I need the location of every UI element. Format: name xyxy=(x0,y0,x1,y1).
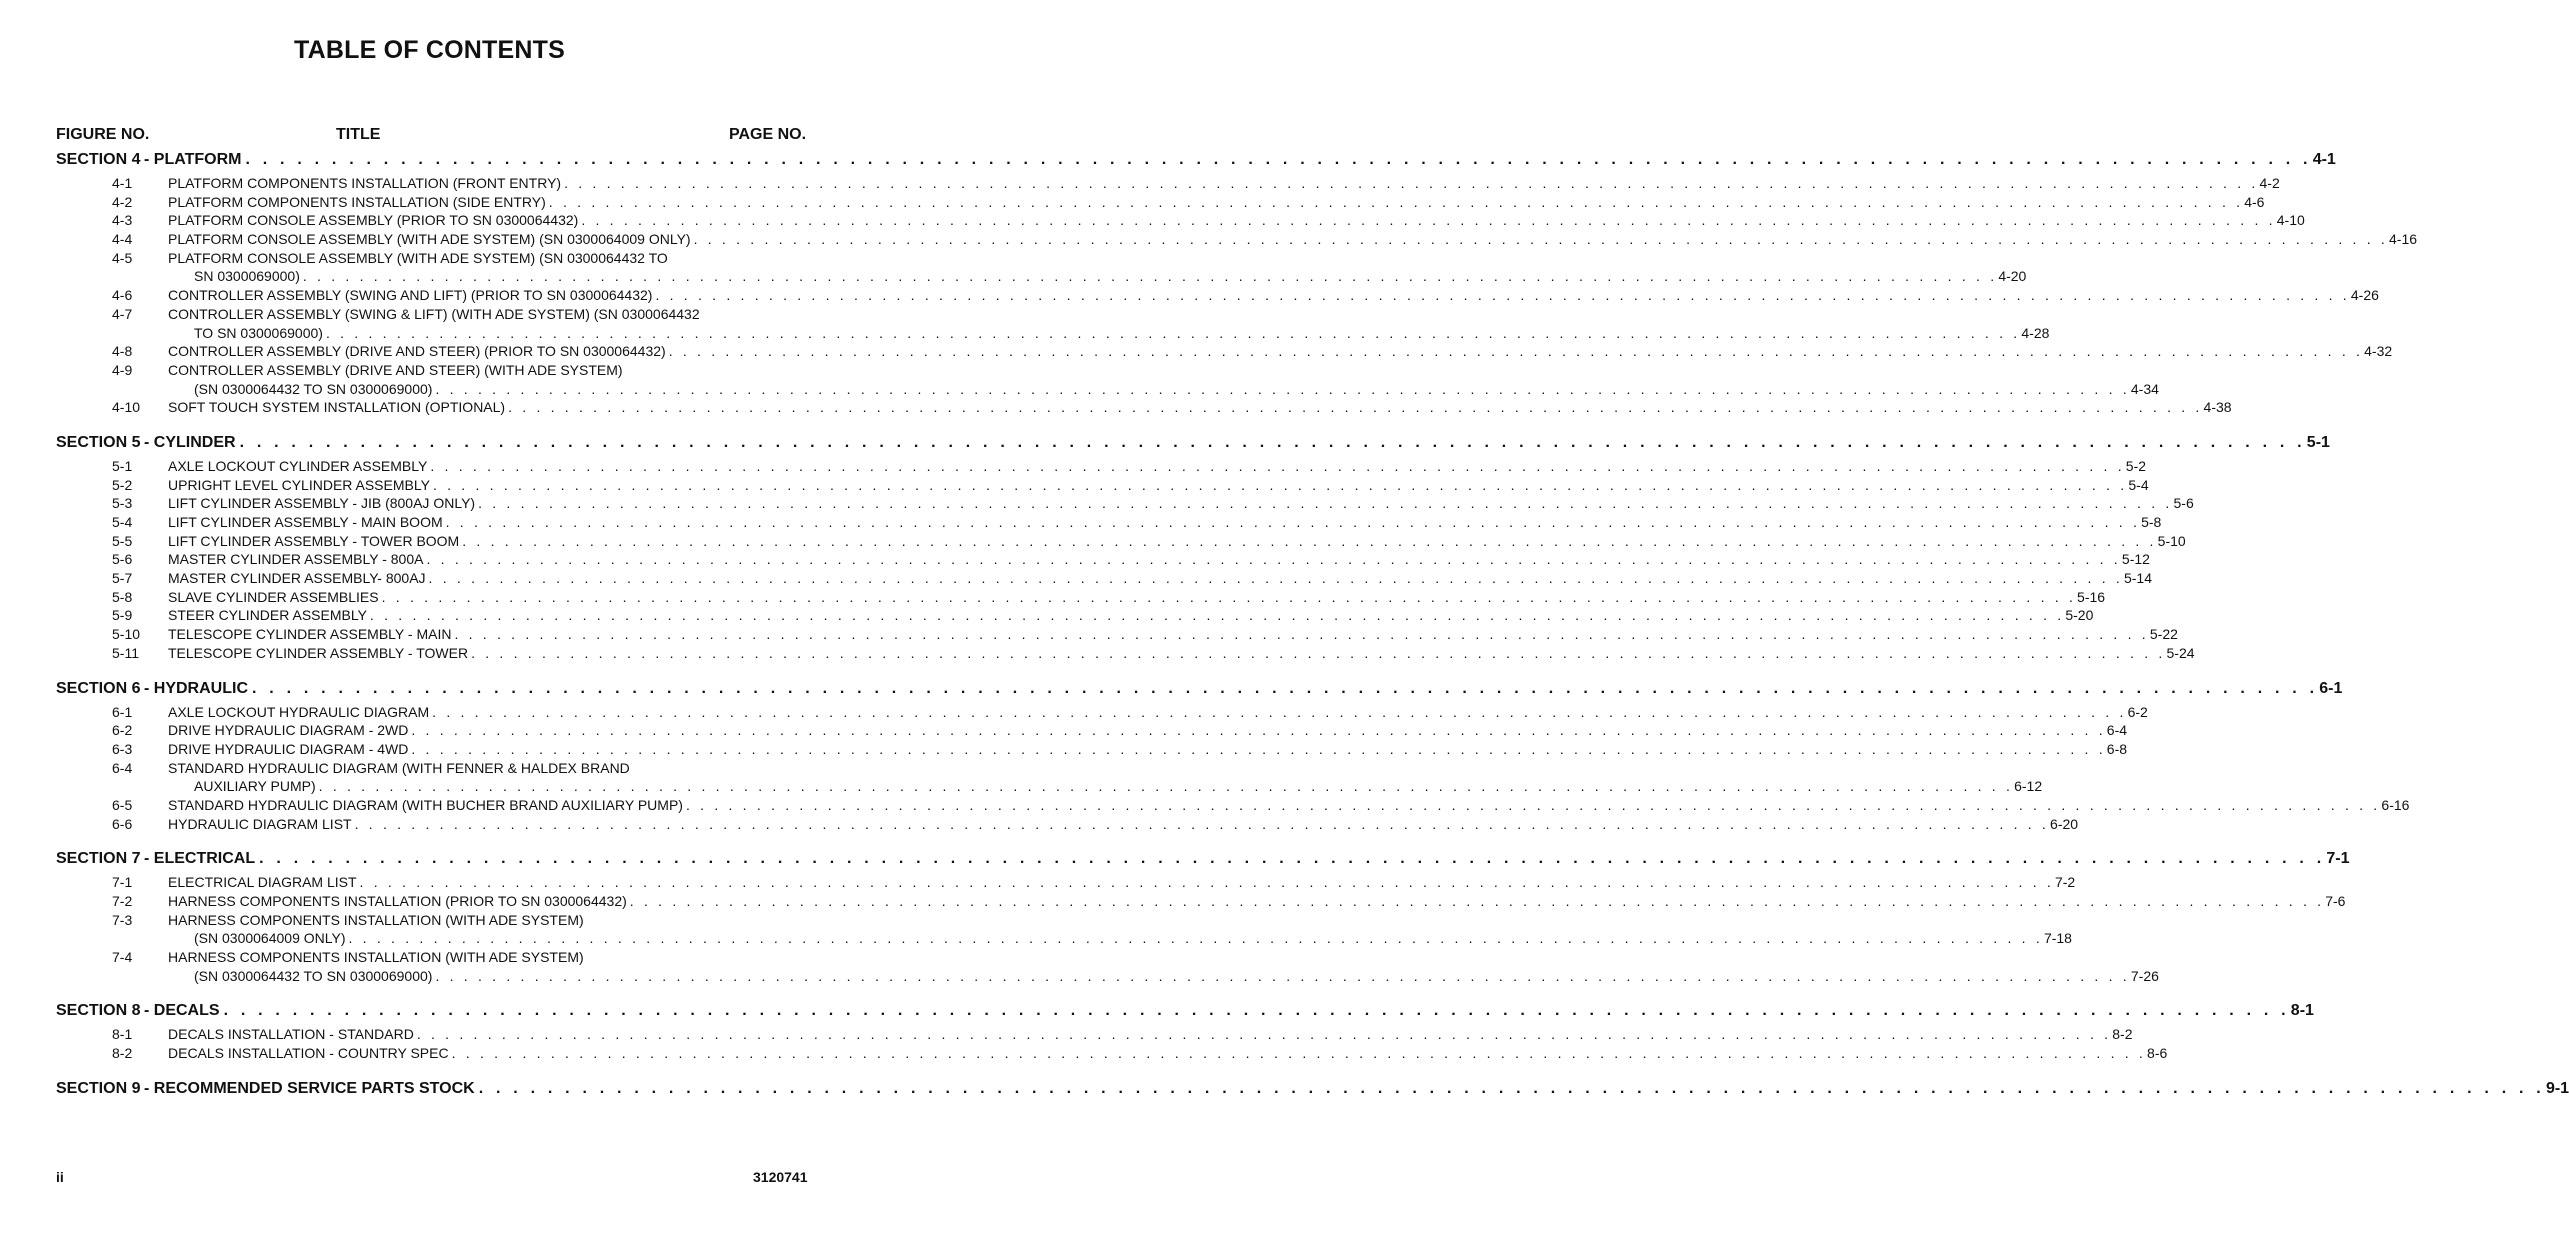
toc-entry[interactable] xyxy=(56,606,2094,625)
figure-number: 8-1 xyxy=(112,1026,133,1043)
section-label xyxy=(56,679,252,699)
section-title: - DECALS xyxy=(144,1002,220,1020)
entry-title: SLAVE CYLINDER ASSEMBLIES xyxy=(168,588,379,605)
figure-number: 5-9 xyxy=(112,607,133,624)
entry-title: SN 0300069000) xyxy=(194,268,300,285)
dot-leader: . . . . . . . . . . . . . . . . . . . . . . . . . . . . . . . . . . . . . . . . . . . . . . . . . . . . . . . . . . . . . . . . . . . . . . . . . . . . . . . . . . . . . . . . . . . . . . . . . . . . . . . . . . . . . . . . . . . . . . . . xyxy=(252,679,2319,697)
page-title: TABLE OF CONTENTS xyxy=(294,36,565,64)
entry-title: LIFT CYLINDER ASSEMBLY - JIB (800AJ ONLY) xyxy=(168,495,476,512)
section-label xyxy=(56,849,259,869)
figure-number: 7-1 xyxy=(112,874,133,891)
entry-page: 4-32 xyxy=(2364,343,2393,360)
toc-entry[interactable] xyxy=(56,398,2232,417)
figure-number: 4-10 xyxy=(112,399,141,416)
figure-number: 4-7 xyxy=(112,305,133,322)
section-heading[interactable] xyxy=(56,150,2336,170)
entry-page: 5-6 xyxy=(2173,495,2194,512)
toc-entry[interactable] xyxy=(56,740,2128,759)
toc-entry[interactable] xyxy=(56,625,2178,644)
dot-leader: . . . . . . . . . . . . . . . . . . . . . . . . . . . . . . . . . . . . . . . . . . . . . . . . . . . . . . . . . . . . . . . . . . . . . . . . . . . . . . . . . . . . . . . . . . . . . . . . . . . . . . . . . . . . . . . . . . . . . . . . xyxy=(451,1045,2147,1062)
figure-number: 4-8 xyxy=(112,343,133,360)
toc-entry[interactable] xyxy=(56,361,786,380)
figure-number: 4-4 xyxy=(112,231,133,248)
section-page: 9-1 xyxy=(2545,1079,2569,1097)
toc-entry[interactable] xyxy=(56,513,2162,532)
toc-entry[interactable] xyxy=(56,721,2128,740)
entry-title: CONTROLLER ASSEMBLY (SWING AND LIFT) (PRIOR TO SN 0300064432) xyxy=(168,287,653,304)
figure-number: 5-7 xyxy=(112,570,133,587)
dot-leader: . . . . . . . . . . . . . . . . . . . . . . . . . . . . . . . . . . . . . . . . . . . . . . . . . . . . . . . . . . . . . . . . . . . . . . . . . . . . . . . . . . . . . . . . . . . . . . . . . . . . . . . . . . . . . . . . . . . . . . . . xyxy=(629,893,2325,909)
entry-page: 7-18 xyxy=(2043,930,2072,947)
dot-leader: . . . . . . . . . . . . . . . . . . . . . . . . . . . . . . . . . . . . . . . . . . . . . . . . . . . . . . . . . . . . . . . . . . . . . . . . . . . . . . . . . . . . . . . . . . . . . . . . . . . . . . . . . . . . . . . . . . . . . . . . xyxy=(693,231,2389,248)
dot-leader: . . . . . . . . . . . . . . . . . . . . . . . . . . . . . . . . . . . . . . . . . . . . . . . . . . . . . . . . . . . . . . . . . . . . . . . . . . . . . . . . . . . . . . . . . . . . . . . . . . . . . . . . . . . . . . . . . . . . . . . . xyxy=(369,607,2065,624)
entry-page: 6-4 xyxy=(2106,722,2128,739)
toc-entry[interactable] xyxy=(56,644,2195,663)
footer-doc-number: 3120741 xyxy=(753,1169,808,1185)
section-label xyxy=(56,150,245,170)
entry-title: TO SN 0300069000) xyxy=(194,324,323,341)
dot-leader: . . . . . . . . . . . . . . . . . . . . . . . . . . . . . . . . . . . . . . . . . . . . . . . . . . . . . . . . . . . . . . . . . . . . . . . . . . . . . . . . . . . . . . . . . . . . . . . . . . . . . . . . . . . . . . . . . . . . . . . . xyxy=(655,287,2350,304)
entry-title: CONTROLLER ASSEMBLY (DRIVE AND STEER) (PRIOR TO SN 0300064432) xyxy=(168,343,666,360)
entry-page: 5-10 xyxy=(2157,532,2186,549)
dot-leader: . . . . . . . . . . . . . . . . . . . . . . . . . . . . . . . . . . . . . . . . . . . . . . . . . . . . . . . . . . . . . . . . . . . . . . . . . . . . . . . . . . . . . . . . . . . . . . . . . . . . . . . . . . . . . . . . . . . . . . . . xyxy=(432,703,2127,720)
section-heading[interactable] xyxy=(56,679,2343,699)
section-label xyxy=(56,1001,224,1021)
dot-leader: . . . . . . . . . . . . . . . . . . . . . . . . . . . . . . . . . . . . . . . . . . . . . . . . . . . . . . . . . . . . . . . . . . . . . . . . . . . . . . . . . . . . . . . . . . . . . . . . . . . . . . . . . . . . . . . . . . . . . . . . xyxy=(381,588,2077,605)
section-title: - CYLINDER xyxy=(144,433,236,451)
dot-leader: . . . . . . . . . . . . . . . . . . . . . . . . . . . . . . . . . . . . . . . . . . . . . . . . . . . . . . . . . . . . . . . . . . . . . . . . . . . . . . . . . . . . . . . . . . . . . . . . . . . . . . . . . . . . . . . . . . . . . . . . xyxy=(318,778,2014,795)
figure-number: 5-10 xyxy=(112,626,141,643)
dot-leader: . . . . . . . . . . . . . . . . . . . . . . . . . . . . . . . . . . . . . . . . . . . . . . . . . . . . . . . . . . . . . . . . . . . . . . . . . . . . . . . . . . . . . . . . . . . . . . . . . . . . . . . . . . . . . . . . . . . . . . . . xyxy=(430,457,2125,474)
entry-page: 4-10 xyxy=(2276,212,2305,229)
entry-page: 4-28 xyxy=(2021,324,2050,341)
dot-leader: . . . . . . . . . . . . . . . . . . . . . . . . . . . . . . . . . . . . . . . . . . . . . . . . . . . . . . . . . . . . . . . . . . . . . . . . . . . . . . . . . . . . . . . . . . . . . . . . . . . . . . . . . . . . . . . . . . . . . . . . xyxy=(359,874,2054,891)
entry-page: 5-14 xyxy=(2123,570,2153,587)
toc-entry[interactable] xyxy=(56,342,2393,361)
entry-title: AXLE LOCKOUT HYDRAULIC DIAGRAM xyxy=(168,703,430,720)
section-number: SECTION 8 xyxy=(56,1002,141,1020)
toc-entry[interactable] xyxy=(56,174,2280,193)
dot-leader: . . . . . . . . . . . . . . . . . . . . . . . . . . . . . . . . . . . . . . . . . . . . . . . . . . . . . . . . . . . . . . . . . . . . . . . . . . . . . . . . . . . . . . . . . . . . . . . . . . . . . . . . . . . . . . . . . . . . . . . . xyxy=(428,570,2123,587)
dot-leader: . . . . . . . . . . . . . . . . . . . . . . . . . . . . . . . . . . . . . . . . . . . . . . . . . . . . . . . . . . . . . . . . . . . . . . . . . . . . . . . . . . . . . . . . . . . . . . . . . . . . . . . . . . . . . . . . . . . . . . . . xyxy=(432,476,2128,493)
dot-leader: . . . . . . . . . . . . . . . . . . . . . . . . . . . . . . . . . . . . . . . . . . . . . . . . . . . . . . . . . . . . . . . . . . . . . . . . . . . . . . . . . . . . . . . . . . . . . . . . . . . . . . . . . . . . . . . . . . . . . . . . xyxy=(445,514,2141,530)
entry-title: PLATFORM COMPONENTS INSTALLATION (SIDE ENTRY) xyxy=(168,193,546,210)
entry-title: STANDARD HYDRAULIC DIAGRAM (WITH BUCHER BRAND AUXILIARY PUMP) xyxy=(168,796,683,813)
toc-entry[interactable] xyxy=(56,569,2153,588)
entry-title: CONTROLLER ASSEMBLY (SWING & LIFT) (WITH ADE SYSTEM) (SN 0300064432 xyxy=(168,305,700,322)
entry-page: 5-16 xyxy=(2077,588,2106,605)
section-label xyxy=(56,1079,479,1099)
toc-list xyxy=(56,150,2569,1103)
figure-number: 4-2 xyxy=(112,193,133,210)
toc-entry[interactable] xyxy=(56,457,2147,476)
dot-leader: . . . . . . . . . . . . . . . . . . . . . . . . . . . . . . . . . . . . . . . . . . . . . . . . . . . . . . . . . . . . . . . . . . . . . . . . . . . . . . . . . . . . . . . . . . . . . . . . . . . . . . . . . . . . . . . . . . . . . . . . xyxy=(478,1079,2545,1097)
dot-leader: . . . . . . . . . . . . . . . . . . . . . . . . . . . . . . . . . . . . . . . . . . . . . . . . . . . . . . . . . . . . . . . . . . . . . . . . . . . . . . . . . . . . . . . . . . . . . . . . . . . . . . . . . . . . . . . . . . . . . . . . xyxy=(435,967,2130,984)
toc-entry-continuation[interactable] xyxy=(56,380,2159,399)
dot-leader: . . . . . . . . . . . . . . . . . . . . . . . . . . . . . . . . . . . . . . . . . . . . . . . . . . . . . . . . . . . . . . . . . . . . . . . . . . . . . . . . . . . . . . . . . . . . . . . . . . . . . . . . . . . . . . . . . . . . . . . . xyxy=(348,930,2043,947)
figure-number: 8-2 xyxy=(112,1045,133,1062)
dot-leader: . . . . . . . . . . . . . . . . . . . . . . . . . . . . . . . . . . . . . . . . . . . . . . . . . . . . . . . . . . . . . . . . . . . . . . . . . . . . . . . . . . . . . . . . . . . . . . . . . . . . . . . . . . . . . . . . . . . . . . . . xyxy=(416,1026,2112,1043)
toc-entry[interactable] xyxy=(56,211,2305,230)
toc-entry[interactable] xyxy=(56,305,786,324)
entry-title: DRIVE HYDRAULIC DIAGRAM - 2WD xyxy=(168,722,409,739)
entry-page: 5-22 xyxy=(2149,626,2178,643)
section-number: SECTION 5 xyxy=(56,433,141,451)
entry-page: 4-34 xyxy=(2130,380,2159,397)
figure-number: 4-1 xyxy=(112,175,133,191)
section-title: - HYDRAULIC xyxy=(144,679,248,697)
entry-title: ELECTRICAL DIAGRAM LIST xyxy=(168,874,357,891)
entry-page: 7-26 xyxy=(2130,967,2159,984)
figure-number: 6-4 xyxy=(112,759,133,776)
section-number: SECTION 6 xyxy=(56,679,141,697)
toc-entry[interactable] xyxy=(56,1044,2168,1063)
dot-leader: . . . . . . . . . . . . . . . . . . . . . . . . . . . . . . . . . . . . . . . . . . . . . . . . . . . . . . . . . . . . . . . . . . . . . . . . . . . . . . . . . . . . . . . . . . . . . . . . . . . . . . . . . . . . . . . . . . . . . . . . xyxy=(564,175,2259,191)
entry-title: TELESCOPE CYLINDER ASSEMBLY - TOWER xyxy=(168,644,469,661)
entry-page: 6-2 xyxy=(2127,703,2148,720)
entry-page: 5-24 xyxy=(2166,644,2195,661)
entry-title: (SN 0300064432 TO SN 0300069000) xyxy=(194,967,433,984)
entry-title: SOFT TOUCH SYSTEM INSTALLATION (OPTIONAL) xyxy=(168,399,506,416)
footer-page-number: ii xyxy=(56,1169,64,1185)
section-number: SECTION 7 xyxy=(56,850,141,868)
dot-leader: . . . . . . . . . . . . . . . . . . . . . . . . . . . . . . . . . . . . . . . . . . . . . . . . . . . . . . . . . . . . . . . . . . . . . . . . . . . . . . . . . . . . . . . . . . . . . . . . . . . . . . . . . . . . . . . . . . . . . . . . xyxy=(411,722,2106,739)
section-page: 6-1 xyxy=(2319,679,2343,697)
toc-entry-continuation[interactable] xyxy=(56,967,2159,986)
entry-title: STANDARD HYDRAULIC DIAGRAM (WITH FENNER & HALDEX BRAND xyxy=(168,759,630,776)
figure-no-header: FIGURE NO. xyxy=(56,126,150,143)
toc-entry[interactable] xyxy=(56,948,786,967)
toc-entry-continuation[interactable] xyxy=(56,267,2027,286)
entry-title: HARNESS COMPONENTS INSTALLATION (WITH ADE SYSTEM) xyxy=(168,911,584,928)
toc-entry[interactable] xyxy=(56,230,2418,249)
entry-title: HARNESS COMPONENTS INSTALLATION (WITH ADE SYSTEM) xyxy=(168,949,584,966)
section-title: - PLATFORM xyxy=(144,151,242,168)
entry-page: 6-12 xyxy=(2014,778,2043,795)
toc-entry[interactable] xyxy=(56,911,786,930)
figure-number: 5-8 xyxy=(112,588,133,605)
entry-title: DECALS INSTALLATION - STANDARD xyxy=(168,1026,414,1043)
entry-page: 6-20 xyxy=(2050,815,2079,832)
entry-page: 7-6 xyxy=(2325,893,2346,909)
entry-title: AUXILIARY PUMP) xyxy=(194,778,316,795)
entry-page: 5-4 xyxy=(2128,476,2149,493)
entry-title: DECALS INSTALLATION - COUNTRY SPEC xyxy=(168,1045,449,1062)
figure-number: 4-9 xyxy=(112,361,133,378)
toc-entry[interactable] xyxy=(56,892,2346,911)
entry-page: 5-12 xyxy=(2121,551,2150,568)
title-header: TITLE xyxy=(336,126,381,143)
toc-entry[interactable] xyxy=(56,588,2106,607)
figure-number: 5-3 xyxy=(112,495,133,512)
entry-page: 8-6 xyxy=(2147,1045,2168,1062)
figure-number: 5-5 xyxy=(112,532,133,549)
dot-leader: . . . . . . . . . . . . . . . . . . . . . . . . . . . . . . . . . . . . . . . . . . . . . . . . . . . . . . . . . . . . . . . . . . . . . . . . . . . . . . . . . . . . . . . . . . . . . . . . . . . . . . . . . . . . . . . . . . . . . . . . xyxy=(462,532,2157,549)
figure-number: 7-2 xyxy=(112,893,133,909)
toc-entry[interactable] xyxy=(56,532,2186,551)
section-page: 8-1 xyxy=(2290,1002,2314,1020)
entry-page: 4-6 xyxy=(2244,193,2265,210)
figure-number: 6-5 xyxy=(112,796,133,813)
entry-title: HYDRAULIC DIAGRAM LIST xyxy=(168,815,352,832)
toc-entry[interactable] xyxy=(56,759,786,778)
figure-number: 6-3 xyxy=(112,740,133,757)
figure-number: 6-2 xyxy=(112,722,133,739)
section-page: 4-1 xyxy=(2312,151,2336,168)
toc-entry-continuation[interactable] xyxy=(56,777,2043,796)
section-page: 5-1 xyxy=(2306,433,2330,451)
entry-title: AXLE LOCKOUT CYLINDER ASSEMBLY xyxy=(168,457,428,474)
entry-title: PLATFORM CONSOLE ASSEMBLY (PRIOR TO SN 0300064432) xyxy=(168,212,579,229)
entry-page: 4-26 xyxy=(2350,287,2379,304)
toc-entry[interactable] xyxy=(56,476,2149,495)
dot-leader: . . . . . . . . . . . . . . . . . . . . . . . . . . . . . . . . . . . . . . . . . . . . . . . . . . . . . . . . . . . . . . . . . . . . . . . . . . . . . . . . . . . . . . . . . . . . . . . . . . . . . . . . . . . . . . . . . . . . . . . . xyxy=(302,268,1998,285)
dot-leader: . . . . . . . . . . . . . . . . . . . . . . . . . . . . . . . . . . . . . . . . . . . . . . . . . . . . . . . . . . . . . . . . . . . . . . . . . . . . . . . . . . . . . . . . . . . . . . . . . . . . . . . . . . . . . . . . . . . . . . . . xyxy=(245,151,2312,168)
entry-page: 7-2 xyxy=(2054,874,2076,891)
dot-leader: . . . . . . . . . . . . . . . . . . . . . . . . . . . . . . . . . . . . . . . . . . . . . . . . . . . . . . . . . . . . . . . . . . . . . . . . . . . . . . . . . . . . . . . . . . . . . . . . . . . . . . . . . . . . . . . . . . . . . . . . xyxy=(223,1002,2290,1020)
section-page: 7-1 xyxy=(2326,850,2350,868)
figure-number: 5-4 xyxy=(112,514,133,530)
toc-entry[interactable] xyxy=(56,703,2148,722)
section-title: - RECOMMENDED SERVICE PARTS STOCK xyxy=(144,1079,475,1097)
dot-leader: . . . . . . . . . . . . . . . . . . . . . . . . . . . . . . . . . . . . . . . . . . . . . . . . . . . . . . . . . . . . . . . . . . . . . . . . . . . . . . . . . . . . . . . . . . . . . . . . . . . . . . . . . . . . . . . . . . . . . . . . xyxy=(411,740,2106,757)
entry-title: DRIVE HYDRAULIC DIAGRAM - 4WD xyxy=(168,740,409,757)
section-number: SECTION 4 xyxy=(56,151,141,168)
section-heading[interactable] xyxy=(56,433,2330,453)
section-heading[interactable] xyxy=(56,1001,2314,1021)
figure-number: 6-1 xyxy=(112,703,133,720)
figure-number: 6-6 xyxy=(112,815,133,832)
entry-page: 4-20 xyxy=(1998,268,2027,285)
dot-leader: . . . . . . . . . . . . . . . . . . . . . . . . . . . . . . . . . . . . . . . . . . . . . . . . . . . . . . . . . . . . . . . . . . . . . . . . . . . . . . . . . . . . . . . . . . . . . . . . . . . . . . . . . . . . . . . . . . . . . . . . xyxy=(354,815,2050,832)
entry-page: 5-8 xyxy=(2141,514,2162,530)
toc-entry[interactable] xyxy=(56,550,2150,569)
entry-title: (SN 0300064009 ONLY) xyxy=(194,930,346,947)
figure-number: 4-3 xyxy=(112,212,133,229)
section-number: SECTION 9 xyxy=(56,1079,141,1097)
dot-leader: . . . . . . . . . . . . . . . . . . . . . . . . . . . . . . . . . . . . . . . . . . . . . . . . . . . . . . . . . . . . . . . . . . . . . . . . . . . . . . . . . . . . . . . . . . . . . . . . . . . . . . . . . . . . . . . . . . . . . . . . xyxy=(508,399,2203,416)
page-no-header: PAGE NO. xyxy=(729,126,807,143)
section-heading[interactable] xyxy=(56,1079,2569,1099)
entry-title: CONTROLLER ASSEMBLY (DRIVE AND STEER) (WITH ADE SYSTEM) xyxy=(168,361,623,378)
toc-entry[interactable] xyxy=(56,873,2076,892)
section-label xyxy=(56,433,240,453)
toc-entry[interactable] xyxy=(56,796,2410,815)
entry-page: 4-16 xyxy=(2389,231,2418,248)
dot-leader: . . . . . . . . . . . . . . . . . . . . . . . . . . . . . . . . . . . . . . . . . . . . . . . . . . . . . . . . . . . . . . . . . . . . . . . . . . . . . . . . . . . . . . . . . . . . . . . . . . . . . . . . . . . . . . . . . . . . . . . . xyxy=(426,551,2121,568)
entry-title: PLATFORM CONSOLE ASSEMBLY (WITH ADE SYSTEM) (SN 0300064009 ONLY) xyxy=(168,231,691,248)
toc-entry[interactable] xyxy=(56,286,2379,305)
entry-title: UPRIGHT LEVEL CYLINDER ASSEMBLY xyxy=(168,476,430,493)
dot-leader: . . . . . . . . . . . . . . . . . . . . . . . . . . . . . . . . . . . . . . . . . . . . . . . . . . . . . . . . . . . . . . . . . . . . . . . . . . . . . . . . . . . . . . . . . . . . . . . . . . . . . . . . . . . . . . . . . . . . . . . . xyxy=(259,850,2326,868)
figure-number: 5-11 xyxy=(112,644,139,661)
entry-page: 8-2 xyxy=(2112,1026,2133,1043)
entry-title: STEER CYLINDER ASSEMBLY xyxy=(168,607,367,624)
dot-leader: . . . . . . . . . . . . . . . . . . . . . . . . . . . . . . . . . . . . . . . . . . . . . . . . . . . . . . . . . . . . . . . . . . . . . . . . . . . . . . . . . . . . . . . . . . . . . . . . . . . . . . . . . . . . . . . . . . . . . . . . xyxy=(668,343,2364,360)
dot-leader: . . . . . . . . . . . . . . . . . . . . . . . . . . . . . . . . . . . . . . . . . . . . . . . . . . . . . . . . . . . . . . . . . . . . . . . . . . . . . . . . . . . . . . . . . . . . . . . . . . . . . . . . . . . . . . . . . . . . . . . . xyxy=(478,495,2173,512)
dot-leader: . . . . . . . . . . . . . . . . . . . . . . . . . . . . . . . . . . . . . . . . . . . . . . . . . . . . . . . . . . . . . . . . . . . . . . . . . . . . . . . . . . . . . . . . . . . . . . . . . . . . . . . . . . . . . . . . . . . . . . . . xyxy=(581,212,2276,229)
entry-title: LIFT CYLINDER ASSEMBLY - MAIN BOOM xyxy=(168,514,443,530)
toc-entry[interactable] xyxy=(56,494,2194,513)
figure-number: 7-4 xyxy=(112,949,133,966)
entry-page: 6-16 xyxy=(2381,796,2410,813)
dot-leader: . . . . . . . . . . . . . . . . . . . . . . . . . . . . . . . . . . . . . . . . . . . . . . . . . . . . . . . . . . . . . . . . . . . . . . . . . . . . . . . . . . . . . . . . . . . . . . . . . . . . . . . . . . . . . . . . . . . . . . . . xyxy=(454,626,2149,643)
dot-leader: . . . . . . . . . . . . . . . . . . . . . . . . . . . . . . . . . . . . . . . . . . . . . . . . . . . . . . . . . . . . . . . . . . . . . . . . . . . . . . . . . . . . . . . . . . . . . . . . . . . . . . . . . . . . . . . . . . . . . . . . xyxy=(435,380,2130,397)
dot-leader: . . . . . . . . . . . . . . . . . . . . . . . . . . . . . . . . . . . . . . . . . . . . . . . . . . . . . . . . . . . . . . . . . . . . . . . . . . . . . . . . . . . . . . . . . . . . . . . . . . . . . . . . . . . . . . . . . . . . . . . . xyxy=(685,796,2381,813)
section-heading[interactable] xyxy=(56,849,2350,869)
dot-leader: . . . . . . . . . . . . . . . . . . . . . . . . . . . . . . . . . . . . . . . . . . . . . . . . . . . . . . . . . . . . . . . . . . . . . . . . . . . . . . . . . . . . . . . . . . . . . . . . . . . . . . . . . . . . . . . . . . . . . . . . xyxy=(239,433,2306,451)
toc-entry-continuation[interactable] xyxy=(56,324,2050,343)
entry-title: PLATFORM CONSOLE ASSEMBLY (WITH ADE SYSTEM) (SN 0300064432 TO xyxy=(168,249,668,266)
figure-number: 5-1 xyxy=(112,457,133,474)
entry-title: LIFT CYLINDER ASSEMBLY - TOWER BOOM xyxy=(168,532,460,549)
toc-entry[interactable] xyxy=(56,815,2079,834)
entry-page: 4-38 xyxy=(2203,399,2232,416)
entry-page: 4-2 xyxy=(2259,175,2280,191)
dot-leader: . . . . . . . . . . . . . . . . . . . . . . . . . . . . . . . . . . . . . . . . . . . . . . . . . . . . . . . . . . . . . . . . . . . . . . . . . . . . . . . . . . . . . . . . . . . . . . . . . . . . . . . . . . . . . . . . . . . . . . . . xyxy=(325,324,2021,341)
figure-number: 5-6 xyxy=(112,551,133,568)
toc-entry[interactable] xyxy=(56,193,2265,212)
figure-number: 5-2 xyxy=(112,476,133,493)
toc-entry-continuation[interactable] xyxy=(56,929,2072,948)
toc-entry[interactable] xyxy=(56,249,786,268)
entry-title: (SN 0300064432 TO SN 0300069000) xyxy=(194,380,433,397)
entry-title: PLATFORM COMPONENTS INSTALLATION (FRONT ENTRY) xyxy=(168,175,562,191)
figure-number: 7-3 xyxy=(112,911,133,928)
figure-number: 4-5 xyxy=(112,249,133,266)
entry-title: TELESCOPE CYLINDER ASSEMBLY - MAIN xyxy=(168,626,452,643)
entry-page: 5-20 xyxy=(2065,607,2094,624)
entry-page: 6-8 xyxy=(2106,740,2128,757)
figure-number: 4-6 xyxy=(112,287,133,304)
toc-entry[interactable] xyxy=(56,1025,2133,1044)
entry-title: MASTER CYLINDER ASSEMBLY - 800A xyxy=(168,551,424,568)
entry-page: 5-2 xyxy=(2125,457,2147,474)
entry-title: HARNESS COMPONENTS INSTALLATION (PRIOR TO SN 0300064432) xyxy=(168,893,627,909)
dot-leader: . . . . . . . . . . . . . . . . . . . . . . . . . . . . . . . . . . . . . . . . . . . . . . . . . . . . . . . . . . . . . . . . . . . . . . . . . . . . . . . . . . . . . . . . . . . . . . . . . . . . . . . . . . . . . . . . . . . . . . . . xyxy=(471,644,2166,661)
section-title: - ELECTRICAL xyxy=(144,850,256,868)
entry-title: MASTER CYLINDER ASSEMBLY- 800AJ xyxy=(168,570,426,587)
dot-leader: . . . . . . . . . . . . . . . . . . . . . . . . . . . . . . . . . . . . . . . . . . . . . . . . . . . . . . . . . . . . . . . . . . . . . . . . . . . . . . . . . . . . . . . . . . . . . . . . . . . . . . . . . . . . . . . . . . . . . . . . xyxy=(548,193,2244,210)
